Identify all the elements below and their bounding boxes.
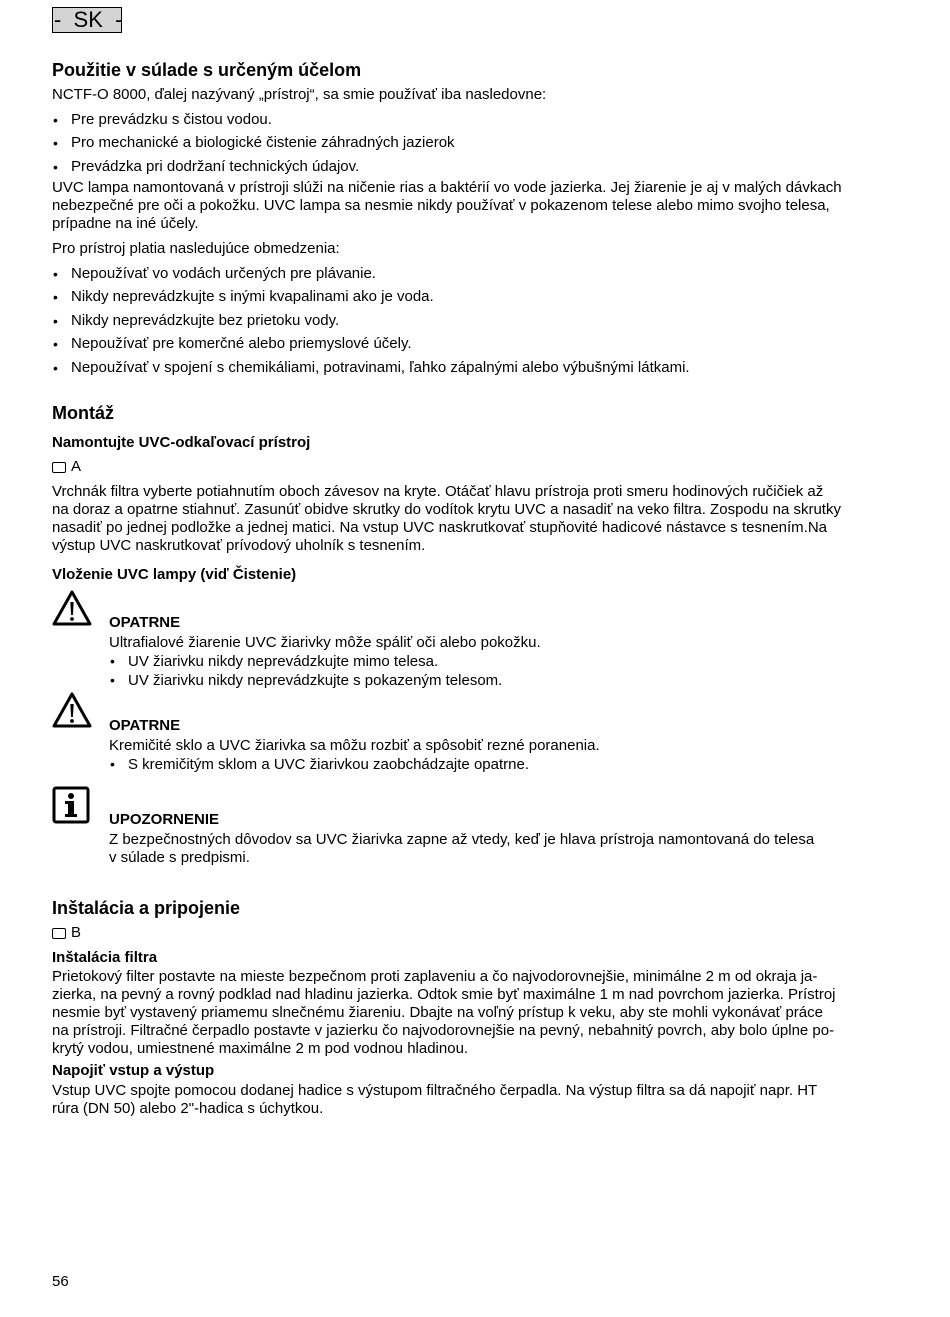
subtitle-mount-uvc: Namontujte UVC-odkaľovací prístroj: [52, 434, 311, 451]
list-item: • Nikdy neprevádzkujte bez prietoku vody.: [52, 312, 888, 330]
assembly-paragraph: [52, 483, 888, 555]
paragraph-line: krytý vodou, umiestnené maximálne 2 m pod vodnou hladinou.: [52, 1040, 469, 1057]
paragraph-line: Prietokový filter postavte na mieste bezpečnom proti zaplaveniu a čo najvodorovnejšie, minimálne 2 m od okraja ja-: [52, 968, 818, 985]
paragraph-line: na prístroji. Filtračné čerpadlo postavte v jazierku čo najvodorovnejšie na pevný, nebahnitý povrch, aby bolo úplne po-: [52, 1022, 835, 1039]
section-title-installation: Inštalácia a pripojenie: [52, 898, 241, 918]
caution-text: Ultrafialové žiarenie UVC žiarivky môže spáliť oči alebo pokožku.: [109, 634, 541, 651]
section-title-assembly: Montáž: [52, 403, 114, 423]
figure-box-icon: [52, 462, 66, 473]
notice-block: [109, 810, 888, 867]
paragraph-line: Vrchnák filtra vyberte potiahnutím oboch závesov na kryte. Otáčať hlavu prístroja proti smeru hodinových ručičiek až: [52, 483, 824, 500]
paragraph-line: zierka, na pevný a rovný podklad nad hladinu jazierka. Odtok smie byť maximálne 1 m nad povrchom jazierka. Prístroj: [52, 986, 836, 1003]
info-icon: [52, 786, 90, 824]
paragraph-line: výstup UVC naskrutkovať prívodový uholník s tesnením.: [52, 537, 426, 554]
list-item: • Pre prevádzku s čistou vodou.: [52, 111, 888, 129]
list-item: • Nikdy neprevádzkujte s inými kvapalinami ako je voda.: [52, 288, 888, 306]
section-title-intended-use: Použitie v súlade s určeným účelom: [52, 60, 362, 80]
paragraph-line: Vstup UVC spojte pomocou dodanej hadice s výstupom filtračného čerpadla. Na výstup filtra sa dá napojiť napr. HT: [52, 1082, 818, 1099]
list-item: • UV žiarivku nikdy neprevádzkujte s pokazeným telesom.: [109, 671, 888, 690]
list-item: • Prevádzka pri dodržaní technických údajov.: [52, 158, 888, 176]
subtitle-connect-inlet-outlet: Napojiť vstup a výstup: [52, 1062, 215, 1079]
paragraph-line: prípadne na iné účely.: [52, 215, 199, 232]
restrictions-intro: Pro prístroj platia nasledujúce obmedzenia:: [52, 240, 340, 257]
figure-label: B: [71, 924, 82, 941]
figure-label: A: [71, 458, 82, 475]
caution-title: OPATRNE: [109, 614, 181, 631]
paragraph-line: nebezpečné pre oči a pokožku. UVC lampa sa nesmie nikdy používať v pokazenom telese alebo mimo svojho telesa,: [52, 197, 830, 214]
notice-title: UPOZORNENIE: [109, 811, 220, 828]
caution-list: [109, 755, 888, 774]
paragraph-line: UVC lampa namontovaná v prístroji slúži na ničenie rias a baktérií vo vode jazierka. Jej žiarenie je aj v malých dávkach: [52, 179, 842, 196]
connection-paragraph: [52, 1082, 888, 1118]
notice-line: v súlade s predpismi.: [109, 849, 250, 866]
warning-triangle-icon: [52, 692, 92, 728]
figure-box-icon: [52, 928, 66, 939]
intended-use-list: [52, 111, 888, 181]
list-item: • S kremičitým sklom a UVC žiarivkou zaobchádzajte opatrne.: [109, 755, 888, 774]
caution-title: OPATRNE: [109, 717, 181, 734]
restrictions-list: [52, 265, 888, 382]
list-item: • Nepoužívať pre komerčné alebo priemyslové účely.: [52, 335, 888, 353]
language-tag: - SK -: [54, 7, 123, 32]
caution-block-2: [109, 716, 888, 774]
caution-text: Kremičité sklo a UVC žiarivka sa môžu rozbiť a spôsobiť rezné poranenia.: [109, 737, 600, 754]
paragraph-line: nesmie byť vystavený priamemu slnečnému žiareniu. Dbajte na voľný prístup k veku, aby ste mohli vykonávať práce: [52, 1004, 823, 1021]
figure-reference-a: [52, 458, 888, 476]
notice-line: Z bezpečnostných dôvodov sa UVC žiarivka zapne až vtedy, keď je hlava prístroja namontovaná do telesa: [109, 831, 815, 848]
caution-list: [109, 652, 888, 690]
filter-installation-paragraph: [52, 968, 888, 1058]
paragraph-line: nasadiť po jednej podložke a jednej matici. Na vstup UVC naskrutkovať stupňovité hadicové nástavce s tesnením.Na: [52, 519, 828, 536]
list-item: • UV žiarivku nikdy neprevádzkujte mimo telesa.: [109, 652, 888, 671]
subtitle-filter-installation: Inštalácia filtra: [52, 949, 158, 966]
caution-block-1: [109, 613, 888, 690]
uvc-lamp-paragraph: [52, 179, 888, 233]
paragraph-line: rúra (DN 50) alebo 2"-hadica s úchytkou.: [52, 1100, 324, 1117]
paragraph-line: na doraz a opatrne stiahnuť. Zasunúť obidve skrutky do vodítok krytu UVC a nasadiť na veko filtra. Zospodu na skrutky: [52, 501, 841, 518]
page-number: 56: [52, 1273, 69, 1290]
list-item: • Nepoužívať vo vodách určených pre plávanie.: [52, 265, 888, 283]
warning-triangle-icon: [52, 590, 92, 626]
intended-use-intro: NCTF-O 8000, ďalej nazývaný „prístroj“, sa smie používať iba nasledovne:: [52, 86, 547, 103]
subtitle-insert-lamp: Vloženie UVC lampy (viď Čistenie): [52, 566, 297, 583]
figure-reference-b: [52, 924, 888, 942]
list-item: • Nepoužívať v spojení s chemikáliami, potravinami, ľahko zápalnými alebo výbušnými látkami.: [52, 359, 888, 377]
list-item: • Pro mechanické a biologické čistenie záhradných jazierok: [52, 134, 888, 152]
